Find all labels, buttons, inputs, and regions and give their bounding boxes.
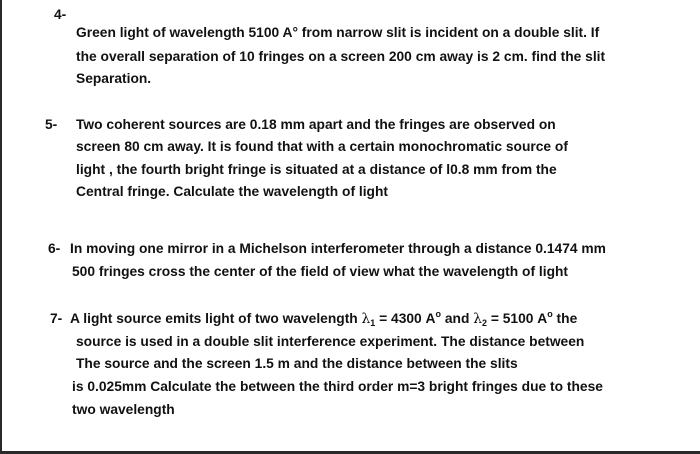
problem-7-line-4: is 0.025mm Calculate the between the third order m=3 bright fringes due to these	[72, 379, 603, 394]
problem-7-line-1-text-c: and	[441, 311, 474, 326]
lambda-2-symbol: λ	[473, 311, 482, 327]
problem-5-line-4: Central fringe. Calculate the wavelength of light	[76, 184, 389, 199]
problem-5-line-2: screen 80 cm away. It is found that with a certain monochromatic source of	[76, 139, 568, 154]
problem-7-line-5: two wavelength	[72, 402, 175, 417]
problem-7-line-1	[70, 310, 577, 328]
problem-7-line-1-text-a: A light source emits light of two wavelength	[70, 311, 362, 326]
lambda-1-subscript: 1	[370, 318, 376, 328]
problem-5-line-3: light , the fourth bright fringe is situated at a distance of l0.8 mm from the	[76, 162, 557, 177]
problem-7-line-2: source is used in a double slit interference experiment. The distance between	[76, 334, 585, 349]
left-border	[0, 0, 2, 454]
problem-6-line-2: 500 fringes cross the center of the field of view what the wavelength of light	[72, 264, 569, 279]
problem-7-number: 7-	[50, 311, 63, 326]
problem-4-number: 4-	[54, 7, 67, 22]
degree-superscript-2: o	[547, 309, 553, 319]
problem-7-line-3: The source and the screen 1.5 m and the distance between the slits	[76, 356, 518, 371]
problem-4-line-2: the overall separation of 10 fringes on a screen 200 cm away is 2 cm. find the slit	[76, 49, 606, 64]
problem-7-line-1-text-b: = 4300 A	[375, 311, 436, 326]
problem-7-line-1-text-e: the	[552, 311, 578, 326]
problem-5-number: 5-	[45, 117, 58, 132]
problem-7-line-1-text-d: = 5100 A	[487, 311, 548, 326]
problem-4-line-3: Separation.	[76, 71, 152, 86]
lambda-2-subscript: 2	[481, 318, 487, 328]
problem-4-line-1: Green light of wavelength 5100 A° from narrow slit is incident on a double slit. If	[76, 25, 600, 40]
problem-5-line-1: Two coherent sources are 0.18 mm apart and the fringes are observed on	[76, 117, 556, 132]
degree-superscript-1: o	[435, 309, 442, 319]
problem-6-number: 6-	[48, 241, 61, 256]
lambda-1-symbol: λ	[361, 311, 371, 327]
problem-6-line-1: In moving one mirror in a Michelson interferometer through a distance 0.1474 mm	[70, 241, 606, 256]
